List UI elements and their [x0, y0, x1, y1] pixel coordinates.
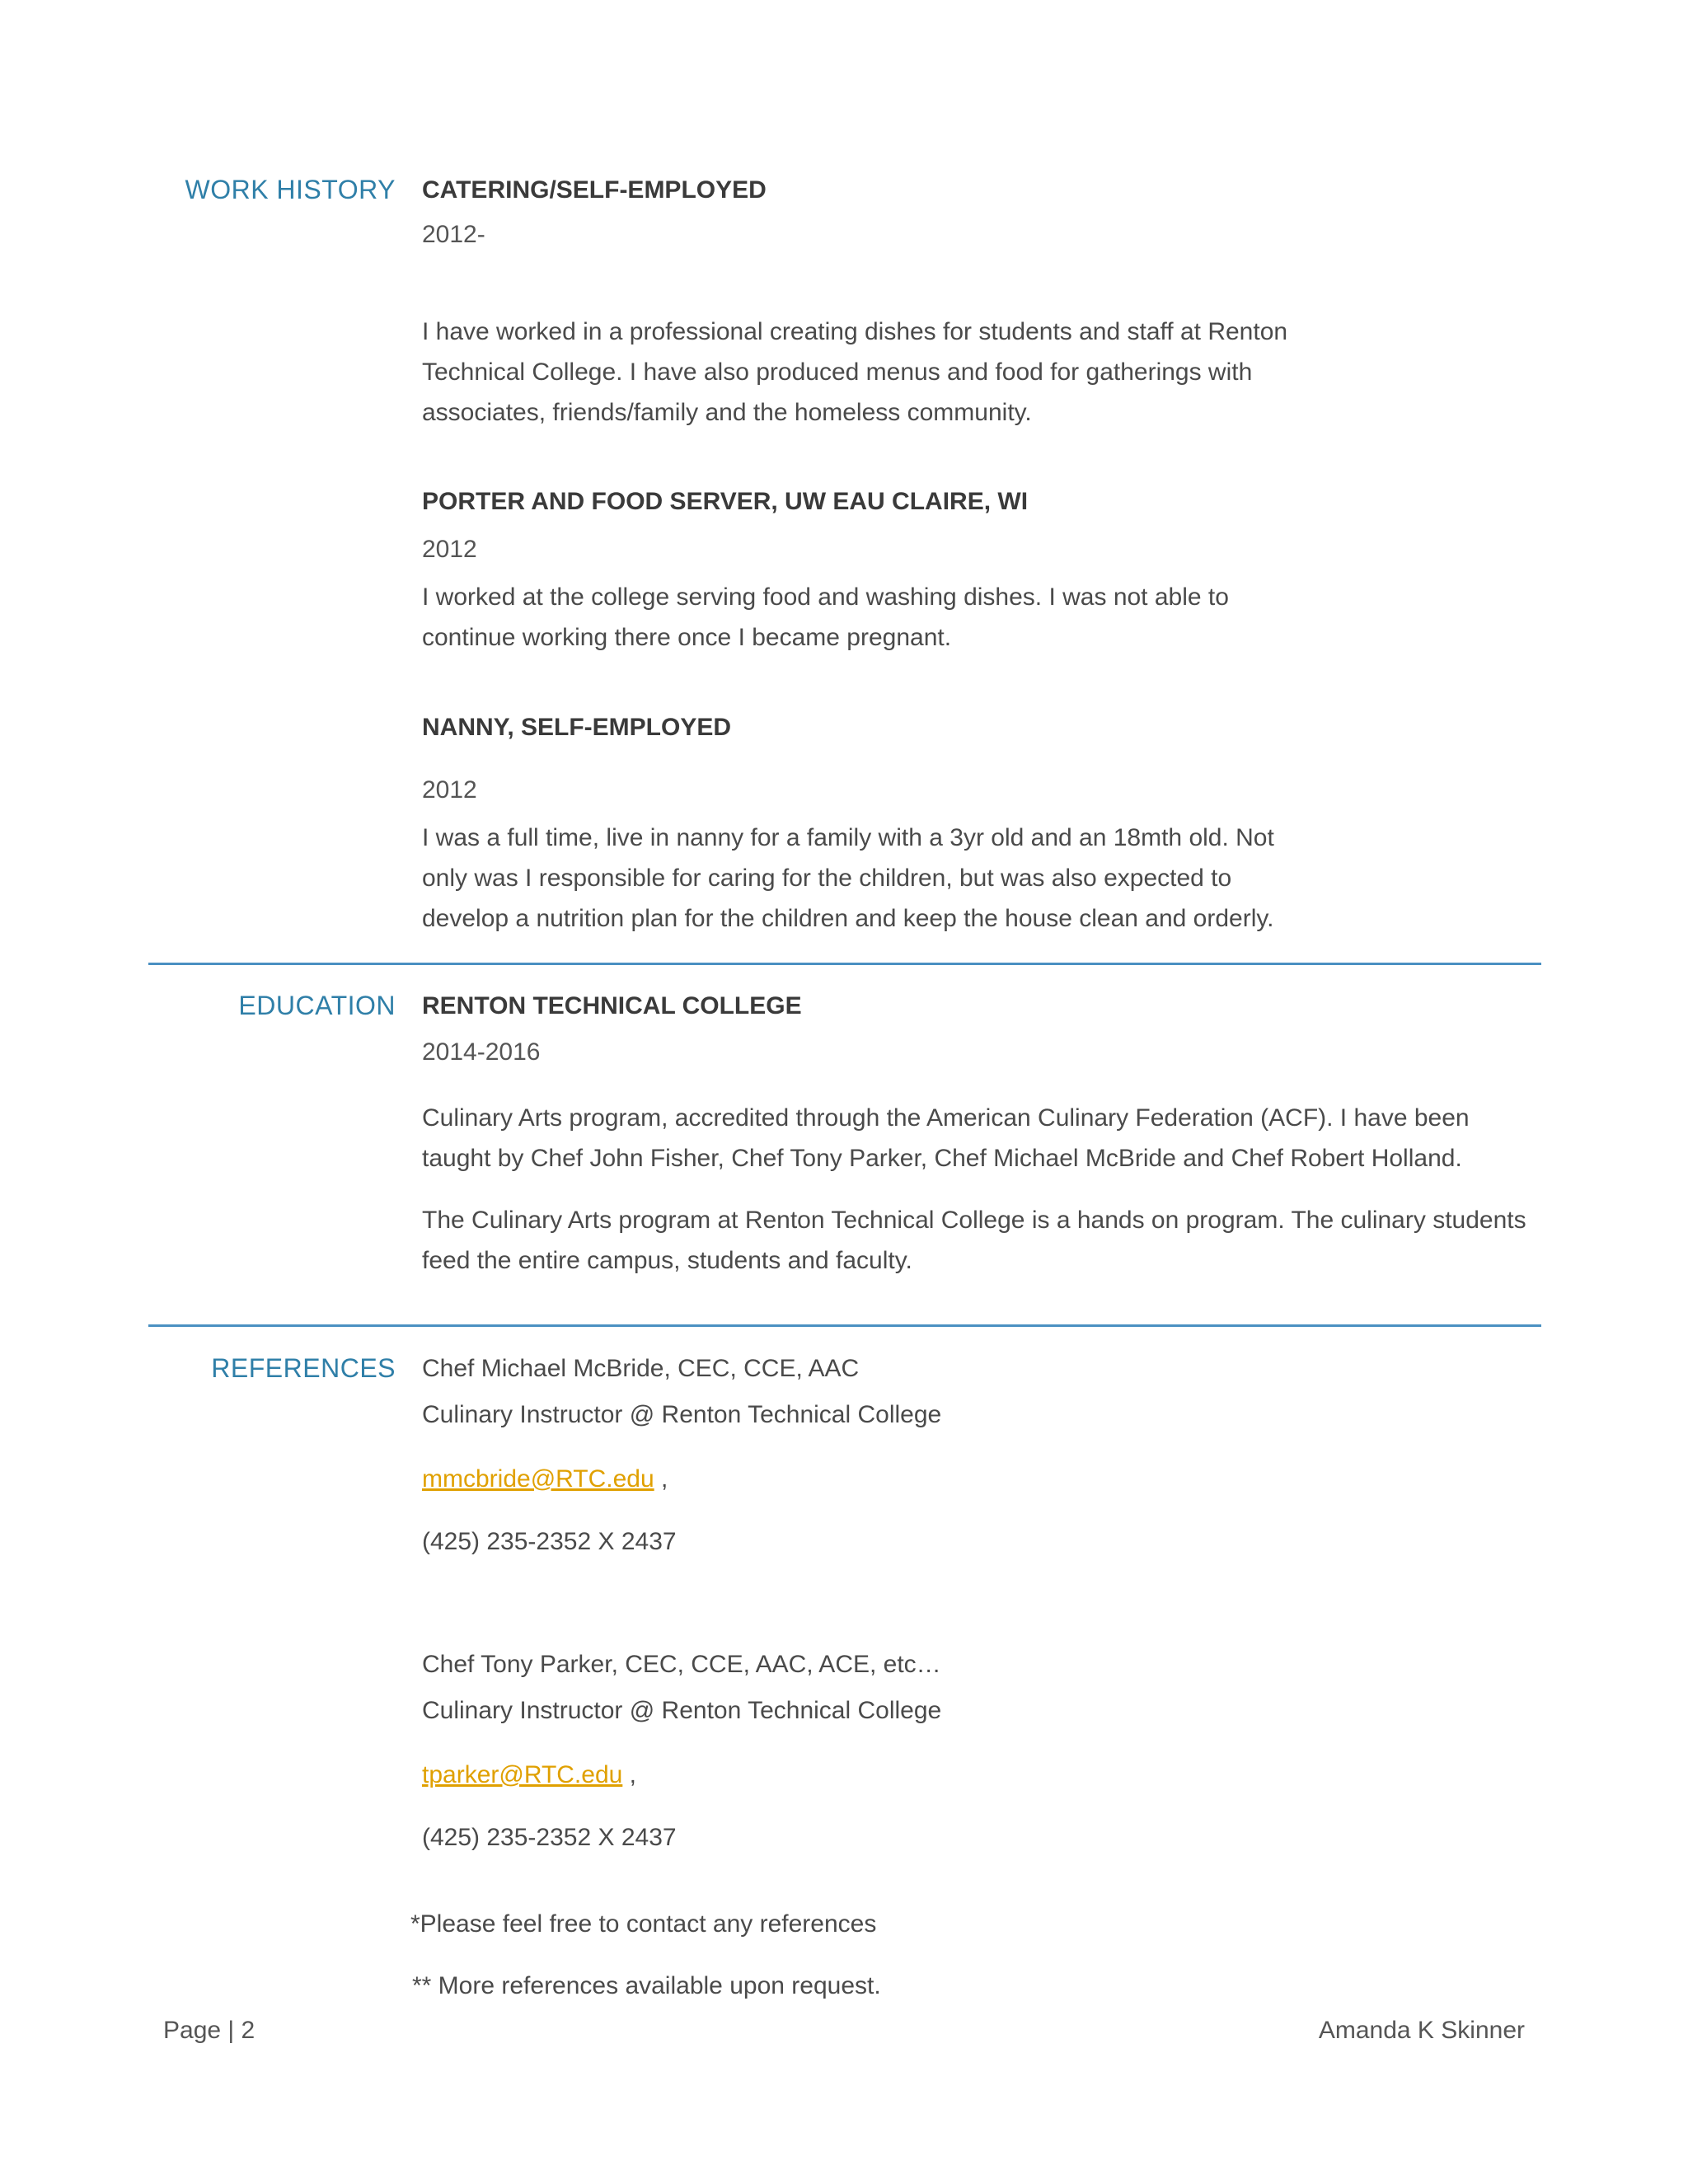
reference-role: Culinary Instructor @ Renton Technical College: [422, 1401, 942, 1428]
work-entry-date: 2012-: [422, 221, 485, 248]
reference-email-wrap: [422, 1465, 1535, 1493]
education-date-wrap: [422, 1038, 1535, 1066]
description-line: associates, friends/family and the homeless community.: [422, 399, 1032, 426]
education-paragraph-2: [422, 1200, 1535, 1281]
work-entry-title: NANNY, SELF-EMPLOYED: [422, 714, 732, 741]
reference-note-1: *Please feel free to contact any references: [410, 1910, 877, 1938]
reference-2: [422, 1651, 1535, 1679]
work-entry-description: [422, 818, 1535, 939]
description-line: I have worked in a professional creating dishes for students and staff at Renton: [422, 318, 1288, 345]
reference-name: Chef Michael McBride, CEC, CCE, AAC: [422, 1355, 860, 1382]
work-entry-catering: [422, 176, 1535, 204]
work-entry-nanny: [422, 714, 1535, 742]
reference-email-link[interactable]: mmcbride@RTC.edu: [422, 1465, 654, 1493]
description-line: Culinary Arts program, accredited through the American Culinary Federation (ACF). I have been: [422, 1104, 1470, 1132]
section-divider: [148, 963, 1541, 965]
work-entry-porter: [422, 488, 1535, 516]
education-date: 2014-2016: [422, 1038, 541, 1066]
description-line: continue working there once I became pregnant.: [422, 624, 952, 651]
description-line: I worked at the college serving food and washing dishes. I was not able to: [422, 583, 1229, 611]
reference-email-suffix: ,: [654, 1465, 668, 1493]
work-entry-date: 2012: [422, 776, 477, 804]
description-line: develop a nutrition plan for the children and keep the house clean and orderly.: [422, 905, 1274, 932]
section-label-references: REFERENCES: [211, 1353, 396, 1383]
reference-email-suffix: ,: [622, 1761, 636, 1788]
reference-role: Culinary Instructor @ Renton Technical College: [422, 1697, 942, 1724]
work-entry-title: PORTER AND FOOD SERVER, UW EAU CLAIRE, WI: [422, 488, 1029, 515]
education-paragraph-1: [422, 1098, 1535, 1179]
reference-name: Chef Tony Parker, CEC, CCE, AAC, ACE, etc…: [422, 1651, 941, 1678]
education-title: RENTON TECHNICAL COLLEGE: [422, 992, 802, 1019]
work-entry-date: 2012: [422, 536, 477, 563]
reference-role-wrap: [422, 1697, 1535, 1725]
work-entry-date-wrap: [422, 221, 1535, 249]
description-line: I was a full time, live in nanny for a family with a 3yr old and an 18mth old. Not: [422, 824, 1274, 851]
work-entry-date-wrap: [422, 536, 1535, 564]
footer-page-number: Page | 2: [163, 2017, 256, 2044]
reference-role-wrap: [422, 1401, 1535, 1429]
work-entry-title: CATERING/SELF-EMPLOYED: [422, 176, 767, 204]
work-entry-description: [422, 312, 1535, 433]
description-line: The Culinary Arts program at Renton Technical College is a hands on program. The culinary students: [422, 1207, 1526, 1234]
reference-note-2: ** More references available upon request.: [412, 1972, 881, 1999]
reference-phone: (425) 235-2352 X 2437: [422, 1528, 677, 1555]
footer-author-name: Amanda K Skinner: [1318, 2017, 1525, 2044]
reference-phone: (425) 235-2352 X 2437: [422, 1824, 677, 1851]
reference-phone-wrap: [422, 1824, 1535, 1852]
work-entry-description: [422, 577, 1535, 658]
description-line: only was I responsible for caring for the children, but was also expected to: [422, 865, 1232, 892]
description-line: feed the entire campus, students and faculty.: [422, 1247, 912, 1274]
reference-1: [422, 1355, 1535, 1383]
section-label-work-history: WORK HISTORY: [185, 175, 396, 204]
section-label-education: EDUCATION: [238, 991, 396, 1020]
reference-email-wrap: [422, 1761, 1535, 1789]
description-line: Technical College. I have also produced menus and food for gatherings with: [422, 359, 1253, 386]
description-line: taught by Chef John Fisher, Chef Tony Parker, Chef Michael McBride and Chef Robert Holland.: [422, 1145, 1462, 1172]
education-entry: [422, 992, 1535, 1020]
reference-phone-wrap: [422, 1528, 1535, 1556]
work-entry-date-wrap: [422, 776, 1535, 804]
reference-email-link[interactable]: tparker@RTC.edu: [422, 1761, 623, 1788]
section-divider: [148, 1324, 1541, 1327]
